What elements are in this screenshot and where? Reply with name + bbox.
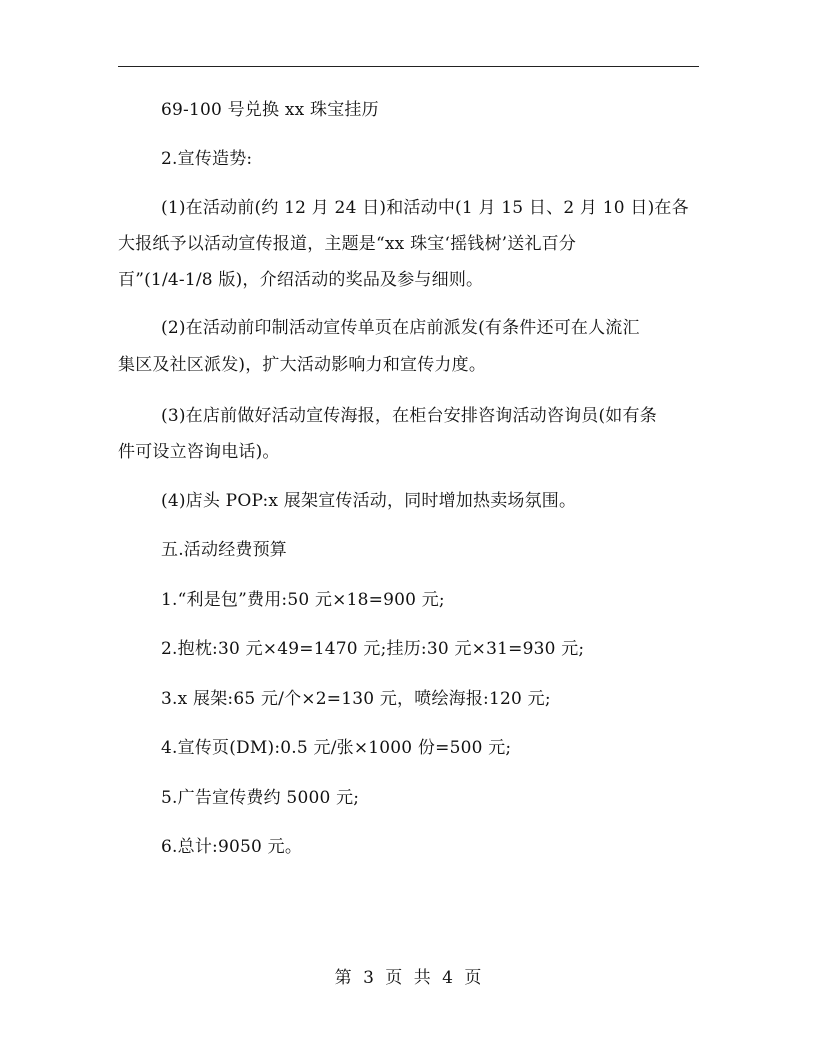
budget-item-2: 2.抱枕:30 元×49=1470 元;挂历:30 元×31=930 元; <box>161 639 585 659</box>
text-line-8: (3)在店前做好活动宣传海报，在柜台安排咨询活动咨询员(如有条 <box>161 406 657 426</box>
section-heading-budget: 五.活动经费预算 <box>161 540 288 560</box>
text-line-6: (2)在活动前印制活动宣传单页在店前派发(有条件还可在人流汇 <box>161 318 640 338</box>
text-line-9: 件可设立咨询电话)。 <box>118 442 280 462</box>
text-line-7: 集区及社区派发)，扩大活动影响力和宣传力度。 <box>118 355 487 375</box>
budget-item-1: 1.“利是包”费用:50 元×18=900 元; <box>161 590 445 610</box>
text-line-10: (4)店头 POP:x 展架宣传活动，同时增加热卖场氛围。 <box>161 491 577 511</box>
header-rule <box>118 66 699 67</box>
page-footer: 第 3 页 共 4 页 <box>334 968 482 988</box>
budget-item-6: 6.总计:9050 元。 <box>161 837 303 857</box>
text-line-5: 百”(1/4-1/8 版)，介绍活动的奖品及参与细则。 <box>118 270 484 290</box>
text-line-4: 大报纸予以活动宣传报道，主题是“xx 珠宝‘摇钱树’送礼百分 <box>118 234 577 254</box>
text-line-1: 69-100 号兑换 xx 珠宝挂历 <box>161 100 379 120</box>
text-line-3: (1)在活动前(约 12 月 24 日)和活动中(1 月 15 日、2 月 10 日)在各 <box>161 198 689 218</box>
section-heading-publicity: 2.宣传造势: <box>161 149 253 169</box>
budget-item-4: 4.宣传页(DM):0.5 元/张×1000 份=500 元; <box>161 738 512 758</box>
budget-item-3: 3.x 展架:65 元/个×2=130 元，喷绘海报:120 元; <box>161 689 551 709</box>
budget-item-5: 5.广告宣传费约 5000 元; <box>161 788 360 808</box>
